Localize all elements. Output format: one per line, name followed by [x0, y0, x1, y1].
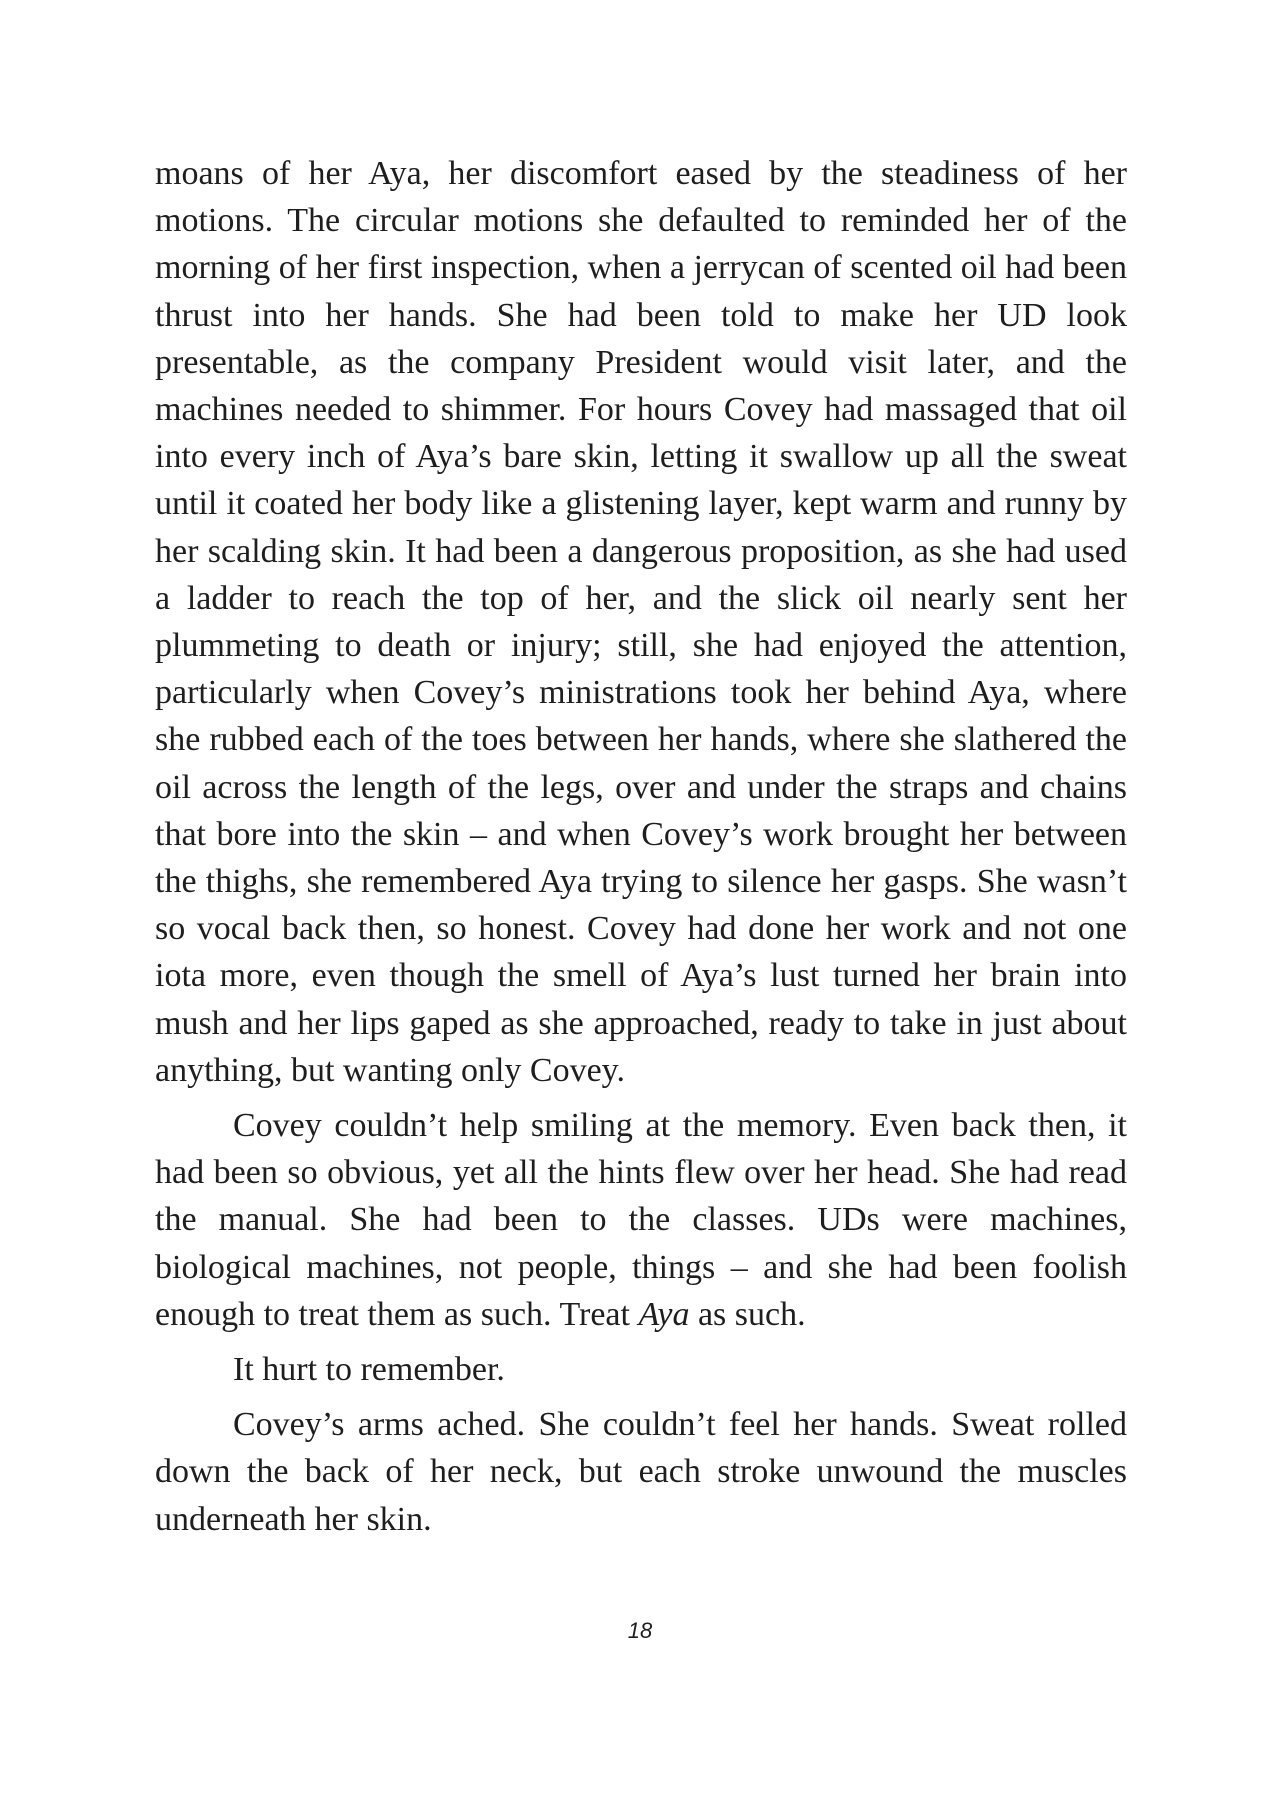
italic-emphasis: Aya — [638, 1295, 690, 1333]
page-number: 18 — [627, 1618, 653, 1643]
paragraph: moans of her Aya, her discomfort eased by the steadiness of her motions. The circular motions she defaulted to reminded her of the morning of her first inspection, when a jerrycan of scented oil had been thrust into her hands. She had been told to make her UD look presentable, as the company President would visit later, and the machines needed to shimmer. For hours Covey had massaged that oil into every inch of Aya’s bare skin, letting it swallow up all the sweat until it coated her body like a glistening layer, kept warm and runny by her scalding skin. It had been a dangerous proposition, as she had used a ladder to reach the top of her, and the slick oil nearly sent her plummeting to death or injury; still, she had enjoyed the attention, particularly when Covey’s ministrations took her behind Aya, where she rubbed each of the toes between her hands, where she slathered the oil across the length of the legs, over and under the straps and chains that bore into the skin – and when Covey’s work brought her between the thighs, she remembered Aya trying to silence her gasps. She wasn’t so vocal back then, so honest. Covey had done her work and not one iota more, even though the smell of Aya’s lust turned her brain into mush and her lips gaped as she approached, ready to take in just about anything, but wanting only Covey. — [155, 155, 1127, 1089]
paragraph-text: Covey couldn’t help smiling at the memory. Even back then, it had been so obvious, yet all the hints flew over her head. She had read the manual. She had been to the classes. UDs were machines, biological machines, not people, things – and she had been foolish enough to treat them as such. Treat — [155, 1107, 1127, 1333]
paragraph-text: as such. — [689, 1295, 806, 1333]
paragraph: It hurt to remember. — [233, 1351, 505, 1389]
paragraph — [155, 1102, 1127, 1338]
body-text — [155, 150, 1127, 1551]
paragraph: Covey’s arms ached. She couldn’t feel her hands. Sweat rolled down the back of her neck, but each stroke unwound the muscles underneath her skin. — [155, 1406, 1127, 1538]
